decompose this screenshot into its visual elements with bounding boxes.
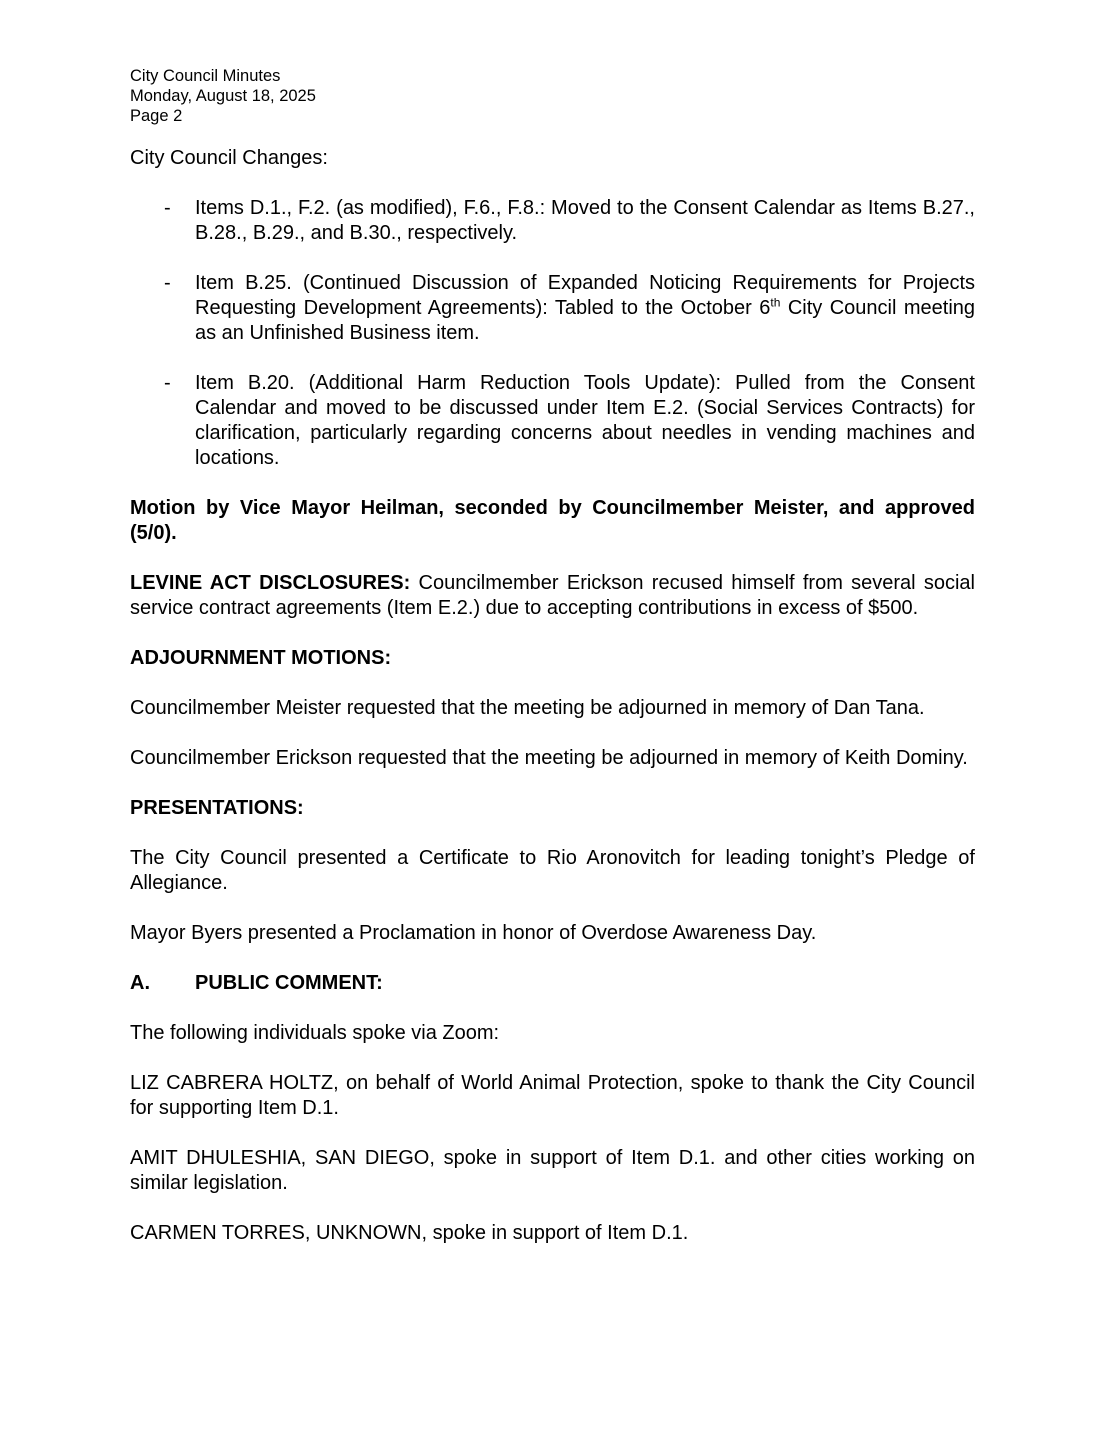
presentation-paragraph: The City Council presented a Certificate to Rio Aronovitch for leading tonight’s Pledge of Allegiance.: [130, 847, 975, 894]
list-item-text: Items D.1., F.2. (as modified), F.6., F.8.: Moved to the Consent Calendar as Items B.27., B.28., B.29., and B.30., respectively.: [195, 197, 975, 244]
document-title: City Council Minutes: [130, 67, 281, 85]
list-item-text-part: City Council meeting as an Unfinished Business item.: [195, 297, 976, 344]
page-number: Page 2: [130, 107, 183, 125]
list-item-text-part: Item B.25. (Continued Discussion of Expanded Noticing Requirements for Projects Requesting Development Agreements): Tabled to the October 6: [195, 272, 975, 319]
motion-statement: Motion by Vice Mayor Heilman, seconded by Councilmember Meister, and approved (5/0).: [130, 497, 975, 544]
adjournment-heading: ADJOURNMENT MOTIONS:: [130, 647, 392, 669]
section-letter: A.: [130, 972, 150, 994]
levine-label: LEVINE ACT DISCLOSURES:: [130, 572, 411, 594]
list-item-text: Item B.20. (Additional Harm Reduction Tools Update): Pulled from the Consent Calendar and moved to be discussed under Item E.2. (Social Services Contracts) for clarification, particularly regarding concerns about needles in vending machines and locations.: [195, 372, 975, 469]
public-comment-heading: [130, 971, 975, 996]
public-comment-intro: The following individuals spoke via Zoom:: [130, 1022, 500, 1044]
speaker-entry: CARMEN TORRES, UNKNOWN, spoke in support of Item D.1.: [130, 1222, 689, 1244]
list-item: [130, 271, 975, 346]
presentation-paragraph: Mayor Byers presented a Proclamation in honor of Overdose Awareness Day.: [130, 922, 817, 944]
speaker-entry: AMIT DHULESHIA, SAN DIEGO, spoke in support of Item D.1. and other cities working on similar legislation.: [130, 1147, 975, 1194]
section-title: PUBLIC COMMENT:: [195, 972, 383, 994]
list-item-text: [195, 271, 975, 346]
page-header: [130, 66, 975, 126]
levine-act-disclosures: [130, 571, 975, 621]
adjournment-paragraph: Councilmember Erickson requested that the meeting be adjourned in memory of Keith Dominy.: [130, 747, 968, 769]
changes-heading: City Council Changes:: [130, 147, 328, 169]
presentations-heading: PRESENTATIONS:: [130, 797, 304, 819]
ordinal-suffix: th: [770, 295, 781, 310]
levine-text: Councilmember Erickson recused himself from several social service contract agreements (Item E.2.) due to accepting contributions in excess of $500.: [130, 572, 975, 619]
speaker-entry: LIZ CABRERA HOLTZ, on behalf of World Animal Protection, spoke to thank the City Council for supporting Item D.1.: [130, 1072, 975, 1119]
list-item: [130, 371, 975, 471]
changes-list: [130, 196, 975, 471]
adjournment-paragraph: Councilmember Meister requested that the meeting be adjourned in memory of Dan Tana.: [130, 697, 925, 719]
list-item: [130, 196, 975, 246]
bullet-dash: -: [164, 272, 171, 294]
bullet-dash: -: [164, 372, 171, 394]
bullet-dash: -: [164, 197, 171, 219]
document-page: [130, 66, 975, 1246]
meeting-date: Monday, August 18, 2025: [130, 87, 316, 105]
